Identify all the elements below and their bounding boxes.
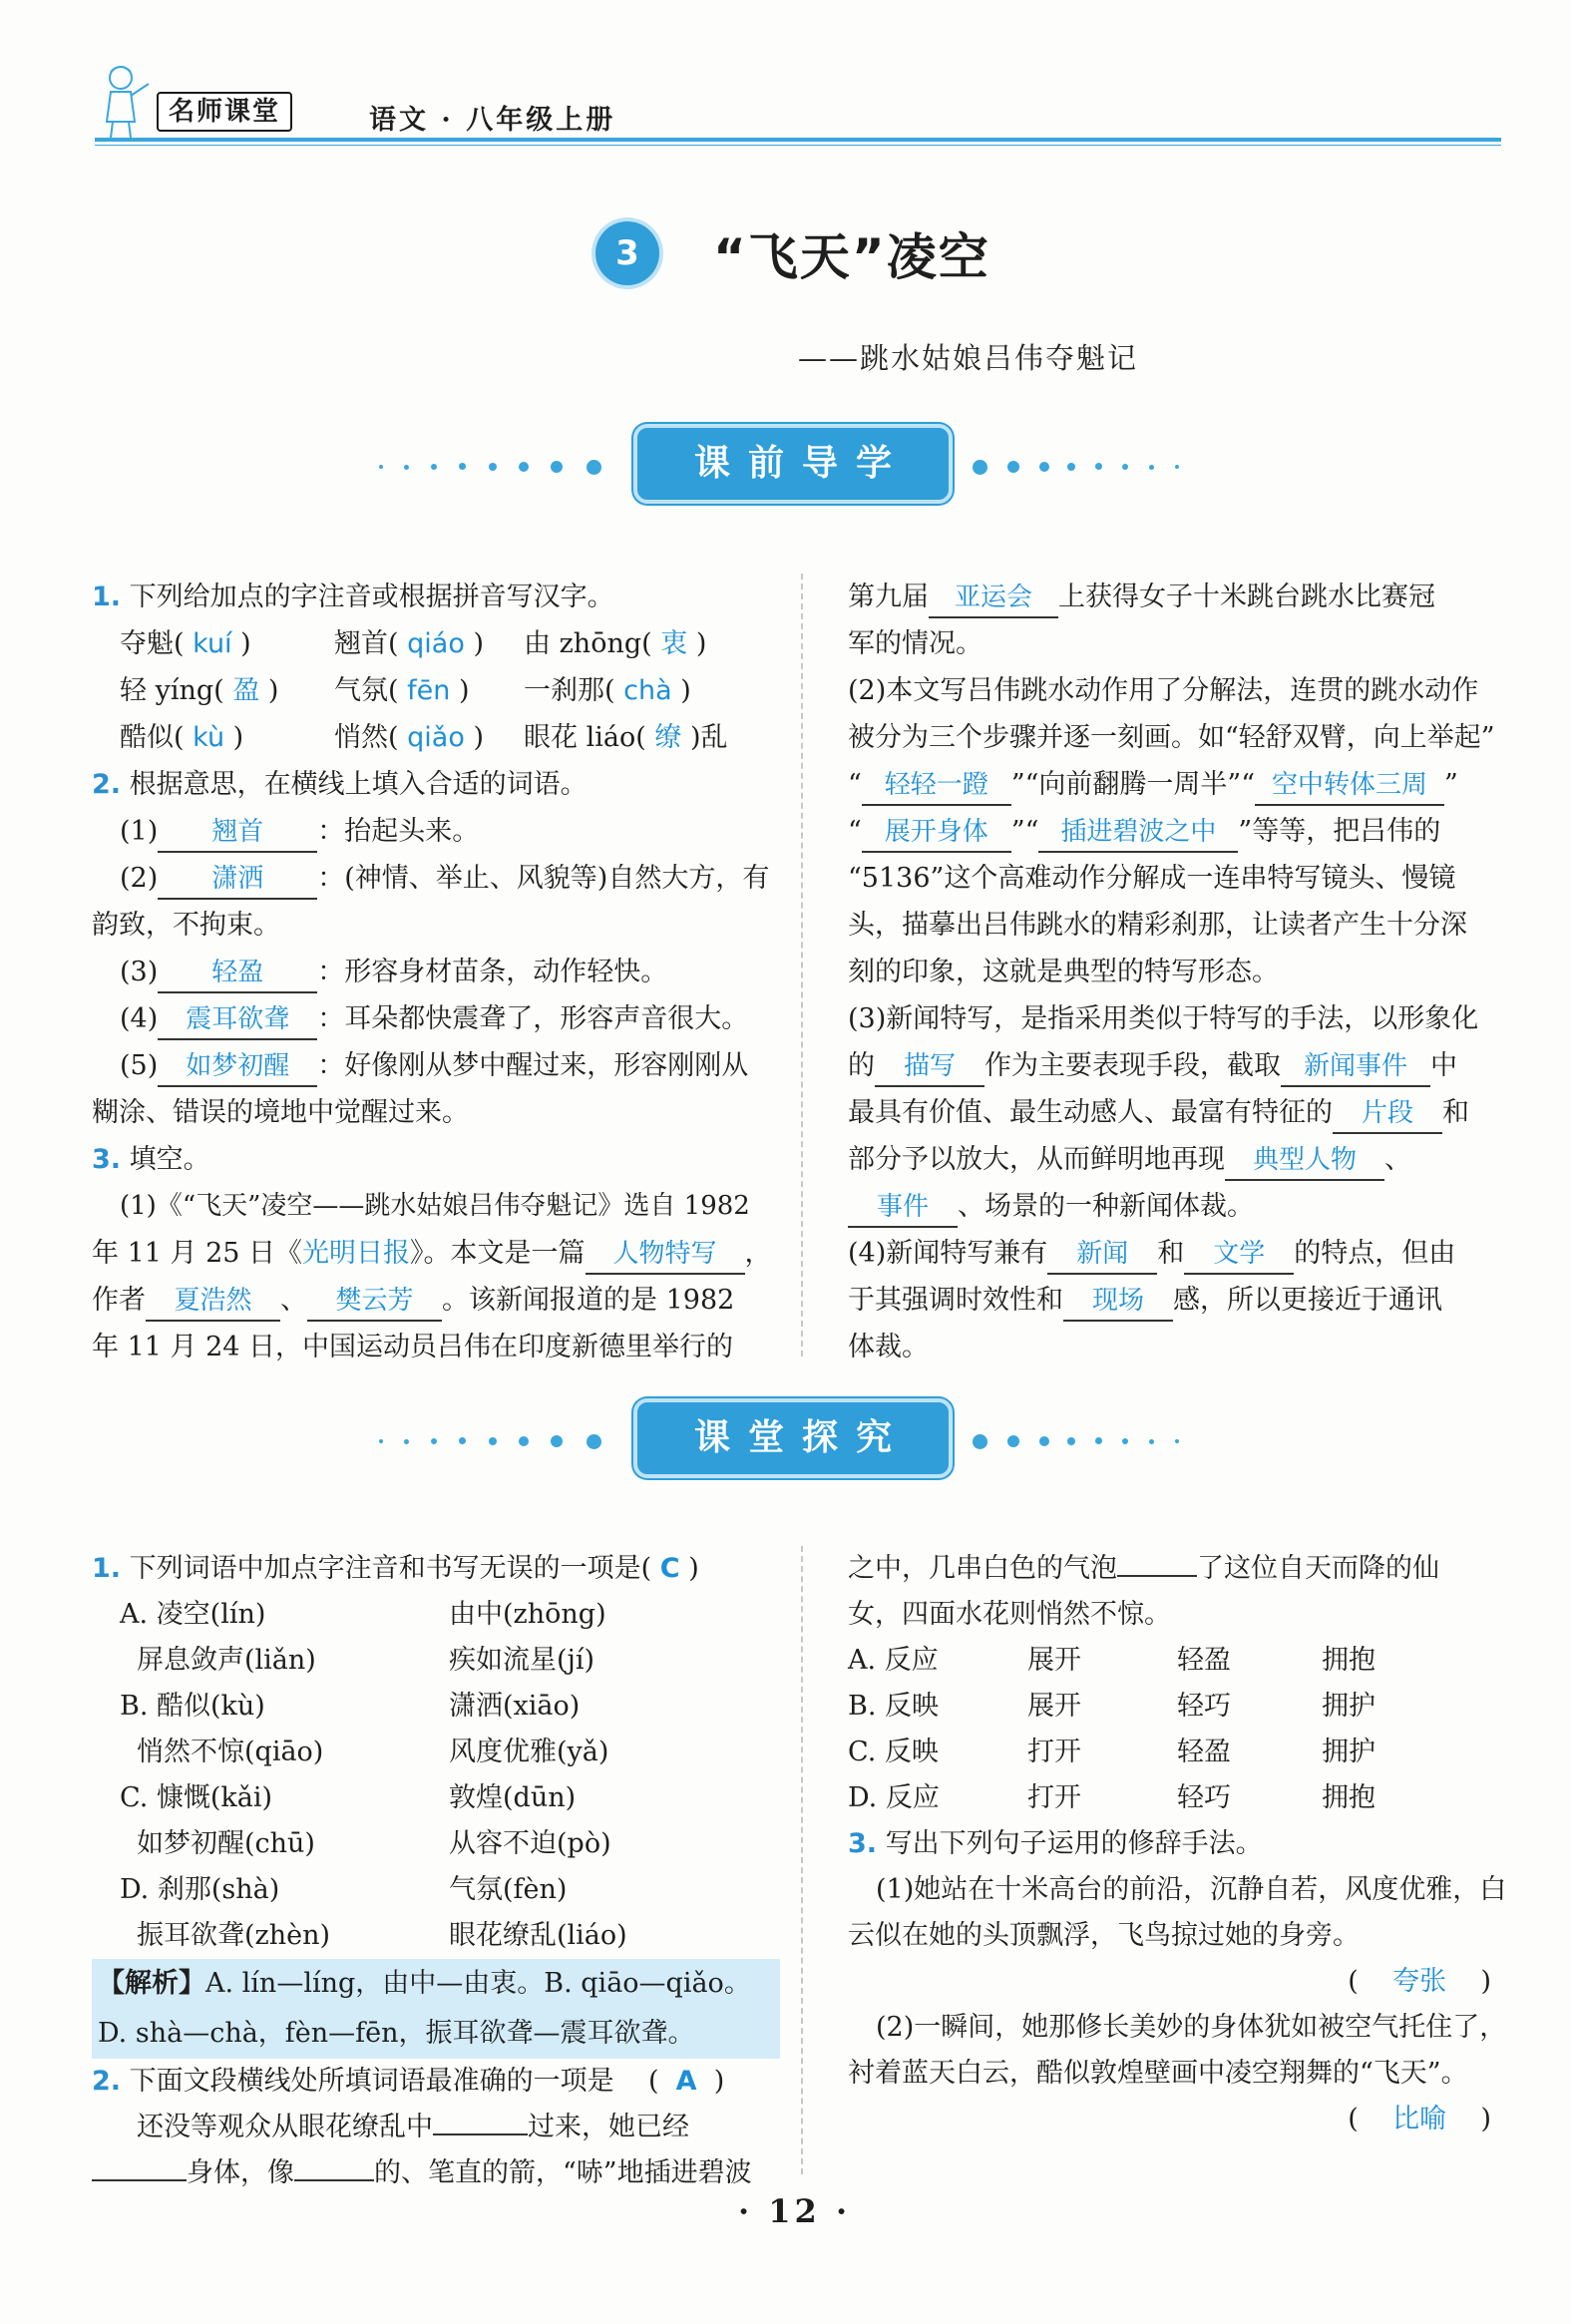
choice-row: A. 反应 展开 轻盈 拥抱 [848,1645,1375,1676]
q1-stem: 1. 下列给加点的字注音或根据拼音写汉字。 [92,581,614,612]
q3-line: 年 11 月 24 日，中国运动员吕伟在印度新德里举行的 [92,1332,734,1362]
q3-line: 军的情况。 [848,628,982,659]
q3-line: 刻的印象，这就是典型的特写形态。 [848,957,1279,987]
analysis-box: 【解析】A. lín—líng，由中—由衷。B. qiāo—qiǎo。 [92,1959,780,2009]
q3-sentence: 衬着蓝天白云，酷似敦煌壁画中凌空翔舞的“飞天”。 [848,2058,1468,2089]
q2-item-cont: 糊涂、错误的境地中觉醒过来。 [92,1097,469,1128]
q3-line: 头，描摹出吕伟跳水的精彩刹那，让读者产生十分深 [848,910,1467,941]
q3-line: 于其强调时效性和 现场 感，所以更接近于通讯 [848,1277,1511,1324]
q2-passage: 还没等观众从眼花缭乱中 过来，她已经 [92,2105,780,2150]
section2-right-column [848,1546,1511,2142]
page-number: · 12 · [738,2192,852,2230]
page-header [95,62,1501,147]
analysis-box: D. shà—chà，fèn—fēn，振耳欲聋—震耳欲聋。 [92,2009,780,2059]
option-row: 屏息敛声(liǎn) 疾如流星(jí) [137,1645,595,1676]
q3-line: “ 轻轻一蹬 ”“向前翻腾一周半”“ 空中转体三周 ” [848,761,1511,808]
q3-line: (1)《“飞天”凌空——跳水姑娘吕伟夺魁记》选自 1982 [120,1191,750,1221]
q3-line: 年 11 月 25 日《光明日报》。本文是一篇 人物特写 ， [92,1230,780,1277]
q3-line: (2)本文写吕伟跳水动作用了分解法，连贯的跳水动作 [848,675,1479,706]
q1-row: 夺魁( kuí ) 翘首( qiáo ) 由 zhōng( 衷 ) [120,628,707,659]
q3-answer: ( 比喻 ) [1348,2104,1491,2134]
header-rule [95,138,1501,142]
section-title: 课前导学 [693,443,910,484]
choice-row: B. 反映 展开 轻巧 拥护 [848,1691,1375,1722]
section1-left-column [92,574,780,1370]
option-row: 振耳欲聋(zhèn) 眼花缭乱(liáo) [137,1920,627,1951]
option-row: B. 酷似(kù) 潇洒(xiāo) [120,1691,581,1722]
q2-item: (2) 潇洒 ：(神情、举止、风貌等)自然大方，有 [92,855,780,902]
choice-row: D. 反应 打开 轻巧 拥抱 [848,1782,1375,1813]
q1-stem: 1. 下列词语中加点字注音和书写无误的一项是( C ) [92,1553,699,1584]
option-row: C. 慷慨(kǎi) 敦煌(dūn) [120,1782,577,1813]
q3-answer: ( 夸张 ) [1348,1966,1491,1997]
brand-label: 名师课堂 [157,92,292,132]
q3-line: 事件 、场景的一种新闻体裁。 [848,1183,1511,1230]
q1-row: 轻 yíng( 盈 ) 气氛( fēn ) 一刹那( chà ) [120,675,691,706]
q2-passage: 女，四面水花则悄然不惊。 [848,1599,1171,1630]
q3-line: 体裁。 [848,1332,929,1362]
option-row: A. 凌空(lín) 由中(zhōng) [120,1599,606,1630]
q2-stem: 2. 下面文段横线处所填词语最准确的一项是 ( A ) [92,2066,725,2097]
option-row: 如梦初醒(chū) 从容不迫(pò) [137,1828,611,1859]
header-rule-thin [95,145,1501,146]
section-title-box [633,1398,953,1478]
q3-sentence: (2)一瞬间，她那修长美妙的身体犹如被空气托住了， [876,2012,1507,2043]
q2-passage: 身体，像 的、笔直的箭，“哧”地插进碧波 [92,2150,780,2196]
q3-line: 被分为三个步骤并逐一刻画。如“轻舒双臂，向上举起” [848,722,1495,753]
q2-item: (5) 如梦初醒 ：好像刚从梦中醒过来，形容刚刚从 [92,1042,780,1089]
q3-sentence: (1)她站在十米高台的前沿，沉静自若，风度优雅，白 [876,1874,1507,1905]
q2-item-cont: 韵致，不拘束。 [92,910,280,941]
section-banner-preview [0,424,1571,504]
q2-item: (1) 翘首 ：抬起头来。 [92,808,780,855]
section-title: 课堂探究 [693,1417,910,1458]
subject-label: 语文 · 八年级上册 [369,105,616,136]
q3-line: 部分予以放大，从而鲜明地再现 典型人物 、 [848,1136,1511,1183]
q2-item: (4) 震耳欲聋 ：耳朵都快震聋了，形容声音很大。 [92,995,780,1042]
column-divider [801,1546,803,2174]
teacher-mascot-icon [95,62,153,140]
q3-line: 最具有价值、最生动感人、最富有特征的 片段 和 [848,1089,1511,1136]
q3-line: 的 描写 作为主要表现手段，截取 新闻事件 中 [848,1042,1511,1089]
q3-stem: 3. 填空。 [92,1144,210,1175]
lesson-subtitle: ——跳水姑娘吕伟夺魁记 [798,341,1139,375]
q3-line: 作者 夏浩然 、 樊云芳 。该新闻报道的是 1982 [92,1277,780,1324]
q3-line: (4)新闻特写兼有 新闻 和 文学 的特点，但由 [848,1230,1511,1277]
column-divider [801,574,803,1356]
q3-stem: 3. 写出下列句子运用的修辞手法。 [848,1828,1263,1859]
section2-left-column [92,1546,780,2196]
lesson-number-badge: 3 [595,221,659,285]
lesson-title: “飞天”凌空 [713,228,990,286]
section1-right-column [848,574,1511,1370]
q2-item: (3) 轻盈 ：形容身材苗条，动作轻快。 [92,949,780,995]
option-row: 悄然不惊(qiāo) 风度优雅(yǎ) [137,1737,609,1767]
q3-line: “5136”这个高难动作分解成一连串特写镜头、慢镜 [848,863,1456,894]
q2-stem: 2. 根据意思，在横线上填入合适的词语。 [92,769,588,800]
section-title-box [633,424,953,504]
q3-line: (3)新闻特写，是指采用类似于特写的手法，以形象化 [848,1003,1479,1034]
q3-sentence: 云似在她的头顶飘浮，飞鸟掠过她的身旁。 [848,1920,1360,1951]
q3-line: “ 展开身体 ”“ 插进碧波之中 ”等等，把吕伟的 [848,808,1511,855]
choice-row: C. 反映 打开 轻盈 拥护 [848,1737,1375,1767]
section-banner-classroom [0,1398,1571,1478]
option-row: D. 刹那(shà) 气氛(fèn) [120,1874,568,1905]
q3-line: 第九届 亚运会 上获得女子十米跳台跳水比赛冠 [848,574,1511,620]
q1-row: 酷似( kù ) 悄然( qiǎo ) 眼花 liáo( 缭 )乱 [120,722,728,753]
q2-passage: 之中，几串白色的气泡 了这位自天而降的仙 [848,1546,1511,1592]
